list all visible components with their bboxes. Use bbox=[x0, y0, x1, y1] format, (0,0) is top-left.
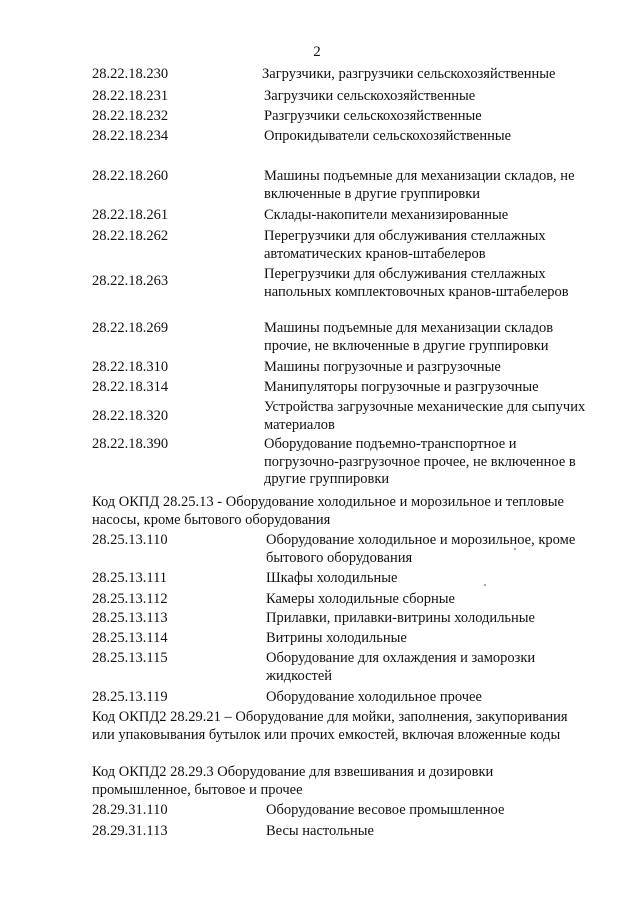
section-heading: Код ОКПД 28.25.13 - Оборудование холодильное и морозильное и тепловые насосы, кроме бытового оборудования bbox=[92, 494, 564, 528]
description: Машины подъемные для механизации складов, не включенные в другие группировки bbox=[264, 168, 575, 202]
description: Опрокидыватели сельскохозяйственные bbox=[264, 128, 512, 144]
code: 28.25.13.119 bbox=[92, 689, 168, 705]
description: Загрузчики, разгрузчики сельскохозяйственные bbox=[262, 66, 556, 82]
description: Разгрузчики сельскохозяйственные bbox=[264, 108, 482, 124]
description: Манипуляторы погрузочные и разгрузочные bbox=[264, 379, 539, 395]
code: 28.22.18.231 bbox=[92, 88, 169, 104]
code: 28.22.18.390 bbox=[92, 436, 169, 452]
code: 28.22.18.260 bbox=[92, 168, 169, 184]
description: Оборудование подъемно-транспортное и погрузочно-разгрузочное прочее, не включенное в другие группировки bbox=[264, 436, 576, 487]
description: Оборудование холодильное прочее bbox=[266, 689, 482, 705]
description: Шкафы холодильные bbox=[266, 570, 398, 586]
description: Прилавки, прилавки-витрины холодильные bbox=[266, 610, 535, 626]
scan-speck bbox=[514, 548, 516, 550]
code: 28.25.13.115 bbox=[92, 650, 168, 666]
description: Машины погрузочные и разгрузочные bbox=[264, 359, 501, 375]
description: Устройства загрузочные механические для сыпучих материалов bbox=[264, 399, 586, 433]
code: 28.25.13.114 bbox=[92, 630, 168, 646]
code: 28.25.13.112 bbox=[92, 591, 168, 607]
code: 28.22.18.320 bbox=[92, 408, 169, 424]
description: Перегрузчики для обслуживания стеллажных автоматических кранов-штабелеров bbox=[264, 228, 546, 262]
section-heading: Код ОКПД2 28.29.21 – Оборудование для мойки, заполнения, закупоривания или упаковывания бутылок или прочих емкостей, включая вложенные коды bbox=[92, 709, 568, 743]
description: Весы настольные bbox=[266, 823, 374, 839]
code: 28.22.18.263 bbox=[92, 273, 169, 289]
code: 28.22.18.314 bbox=[92, 379, 169, 395]
code: 28.25.13.110 bbox=[92, 532, 168, 548]
code: 28.29.31.113 bbox=[92, 823, 168, 839]
code: 28.25.13.113 bbox=[92, 610, 168, 626]
code: 28.29.31.110 bbox=[92, 802, 168, 818]
code: 28.22.18.262 bbox=[92, 228, 169, 244]
code: 28.22.18.310 bbox=[92, 359, 169, 375]
section-heading: Код ОКПД2 28.29.3 Оборудование для взвешивания и дозировки промышленное, бытовое и прочее bbox=[92, 764, 494, 798]
code: 28.25.13.111 bbox=[92, 570, 168, 586]
code: 28.22.18.261 bbox=[92, 207, 169, 223]
description: Перегрузчики для обслуживания стеллажных напольных комплектовочных кранов-штабелеров bbox=[264, 266, 569, 300]
description: Оборудование для охлаждения и заморозки жидкостей bbox=[266, 650, 536, 684]
code: 28.22.18.269 bbox=[92, 320, 169, 336]
description: Машины подъемные для механизации складов прочие, не включенные в другие группировки bbox=[264, 320, 554, 354]
description: Оборудование холодильное и морозильное, кроме бытового оборудования bbox=[266, 532, 576, 566]
page-number: 2 bbox=[313, 44, 321, 60]
code: 28.22.18.234 bbox=[92, 128, 169, 144]
description: Витрины холодильные bbox=[266, 630, 407, 646]
description: Склады-накопители механизированные bbox=[264, 207, 509, 223]
code: 28.22.18.230 bbox=[92, 66, 169, 82]
description: Камеры холодильные сборные bbox=[266, 591, 455, 607]
code: 28.22.18.232 bbox=[92, 108, 169, 124]
description: Загрузчики сельскохозяйственные bbox=[264, 88, 476, 104]
scan-speck bbox=[484, 584, 486, 586]
description: Оборудование весовое промышленное bbox=[266, 802, 505, 818]
